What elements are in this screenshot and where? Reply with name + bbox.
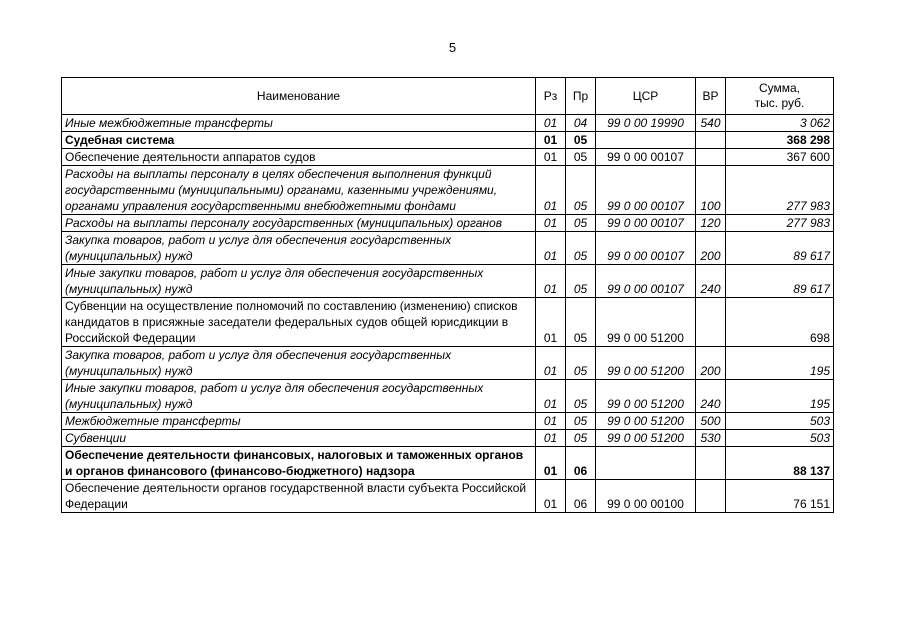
header-sum: Сумма, тыс. руб. xyxy=(726,78,834,115)
cell-vr: 500 xyxy=(696,413,726,430)
cell-name: Закупка товаров, работ и услуг для обеспечения государственных (муниципальных) нужд xyxy=(62,232,536,265)
cell-sum: 368 298 xyxy=(726,132,834,149)
cell-sum: 89 617 xyxy=(726,265,834,298)
table-row xyxy=(62,413,834,430)
table-header-row xyxy=(62,78,834,115)
cell-csr xyxy=(596,447,696,480)
table-row xyxy=(62,298,834,347)
table-row xyxy=(62,149,834,166)
cell-rz: 01 xyxy=(536,430,566,447)
cell-name: Субвенции xyxy=(62,430,536,447)
table-row xyxy=(62,232,834,265)
cell-rz: 01 xyxy=(536,215,566,232)
cell-csr: 99 0 00 00107 xyxy=(596,232,696,265)
cell-name: Обеспечение деятельности органов государственной власти субъекта Российской Федерации xyxy=(62,480,536,513)
cell-csr: 99 0 00 51200 xyxy=(596,298,696,347)
table-row xyxy=(62,430,834,447)
cell-rz: 01 xyxy=(536,380,566,413)
cell-sum: 277 983 xyxy=(726,215,834,232)
cell-pr: 05 xyxy=(566,265,596,298)
cell-csr: 99 0 00 51200 xyxy=(596,430,696,447)
table-row xyxy=(62,166,834,215)
cell-sum: 3 062 xyxy=(726,115,834,132)
cell-csr: 99 0 00 00107 xyxy=(596,149,696,166)
cell-vr: 200 xyxy=(696,347,726,380)
cell-name: Иные межбюджетные трансферты xyxy=(62,115,536,132)
table-row xyxy=(62,132,834,149)
cell-sum: 503 xyxy=(726,430,834,447)
cell-pr: 06 xyxy=(566,447,596,480)
header-csr: ЦСР xyxy=(596,78,696,115)
cell-vr: 240 xyxy=(696,380,726,413)
cell-pr: 05 xyxy=(566,166,596,215)
cell-csr: 99 0 00 51200 xyxy=(596,413,696,430)
header-pr: Пр xyxy=(566,78,596,115)
cell-csr: 99 0 00 00107 xyxy=(596,265,696,298)
table-row xyxy=(62,215,834,232)
cell-sum: 698 xyxy=(726,298,834,347)
cell-rz: 01 xyxy=(536,115,566,132)
cell-pr: 05 xyxy=(566,132,596,149)
cell-pr: 05 xyxy=(566,149,596,166)
cell-vr: 240 xyxy=(696,265,726,298)
cell-csr xyxy=(596,132,696,149)
cell-vr xyxy=(696,132,726,149)
cell-csr: 99 0 00 51200 xyxy=(596,347,696,380)
cell-pr: 05 xyxy=(566,430,596,447)
cell-pr: 05 xyxy=(566,413,596,430)
cell-sum: 503 xyxy=(726,413,834,430)
table-row xyxy=(62,447,834,480)
cell-sum: 195 xyxy=(726,347,834,380)
page-number: 5 xyxy=(448,40,457,55)
cell-csr: 99 0 00 00107 xyxy=(596,166,696,215)
cell-rz: 01 xyxy=(536,166,566,215)
cell-pr: 05 xyxy=(566,347,596,380)
cell-sum: 277 983 xyxy=(726,166,834,215)
cell-rz: 01 xyxy=(536,265,566,298)
cell-csr: 99 0 00 00100 xyxy=(596,480,696,513)
cell-sum: 195 xyxy=(726,380,834,413)
header-rz: Рз xyxy=(536,78,566,115)
cell-name: Обеспечение деятельности финансовых, налоговых и таможенных органов и органов финансового (финансово-бюджетного) надзора xyxy=(62,447,536,480)
cell-rz: 01 xyxy=(536,298,566,347)
cell-rz: 01 xyxy=(536,413,566,430)
cell-vr: 120 xyxy=(696,215,726,232)
cell-name: Расходы на выплаты персоналу государственных (муниципальных) органов xyxy=(62,215,536,232)
cell-name: Обеспечение деятельности аппаратов судов xyxy=(62,149,536,166)
cell-pr: 04 xyxy=(566,115,596,132)
table-row xyxy=(62,265,834,298)
header-vr: ВР xyxy=(696,78,726,115)
cell-csr: 99 0 00 19990 xyxy=(596,115,696,132)
cell-sum: 88 137 xyxy=(726,447,834,480)
cell-vr xyxy=(696,298,726,347)
cell-pr: 05 xyxy=(566,380,596,413)
cell-name: Иные закупки товаров, работ и услуг для обеспечения государственных (муниципальных) нужд xyxy=(62,380,536,413)
cell-pr: 05 xyxy=(566,298,596,347)
cell-vr: 100 xyxy=(696,166,726,215)
header-name: Наименование xyxy=(62,78,536,115)
cell-name: Судебная система xyxy=(62,132,536,149)
cell-rz: 01 xyxy=(536,132,566,149)
cell-vr xyxy=(696,447,726,480)
table-row xyxy=(62,347,834,380)
cell-name: Межбюджетные трансферты xyxy=(62,413,536,430)
cell-rz: 01 xyxy=(536,232,566,265)
table-row xyxy=(62,380,834,413)
cell-name: Иные закупки товаров, работ и услуг для обеспечения государственных (муниципальных) нужд xyxy=(62,265,536,298)
cell-name: Субвенции на осуществление полномочий по составлению (изменению) списков кандидатов в присяжные заседатели федеральных судов общей юрисдикции в Российской Федерации xyxy=(62,298,536,347)
cell-vr xyxy=(696,149,726,166)
cell-vr: 540 xyxy=(696,115,726,132)
cell-vr: 200 xyxy=(696,232,726,265)
table-row xyxy=(62,115,834,132)
cell-pr: 05 xyxy=(566,232,596,265)
cell-csr: 99 0 00 51200 xyxy=(596,380,696,413)
cell-rz: 01 xyxy=(536,480,566,513)
table-row xyxy=(62,480,834,513)
cell-name: Закупка товаров, работ и услуг для обеспечения государственных (муниципальных) нужд xyxy=(62,347,536,380)
budget-table xyxy=(61,77,834,513)
cell-sum: 89 617 xyxy=(726,232,834,265)
cell-rz: 01 xyxy=(536,447,566,480)
cell-sum: 367 600 xyxy=(726,149,834,166)
cell-name: Расходы на выплаты персоналу в целях обеспечения выполнения функций государственными (муниципальными) органами, казенными учреждениями, органами управления государственными внебюджетными фондами xyxy=(62,166,536,215)
cell-csr: 99 0 00 00107 xyxy=(596,215,696,232)
cell-rz: 01 xyxy=(536,347,566,380)
cell-pr: 06 xyxy=(566,480,596,513)
cell-vr xyxy=(696,480,726,513)
cell-sum: 76 151 xyxy=(726,480,834,513)
cell-vr: 530 xyxy=(696,430,726,447)
cell-pr: 05 xyxy=(566,215,596,232)
cell-rz: 01 xyxy=(536,149,566,166)
